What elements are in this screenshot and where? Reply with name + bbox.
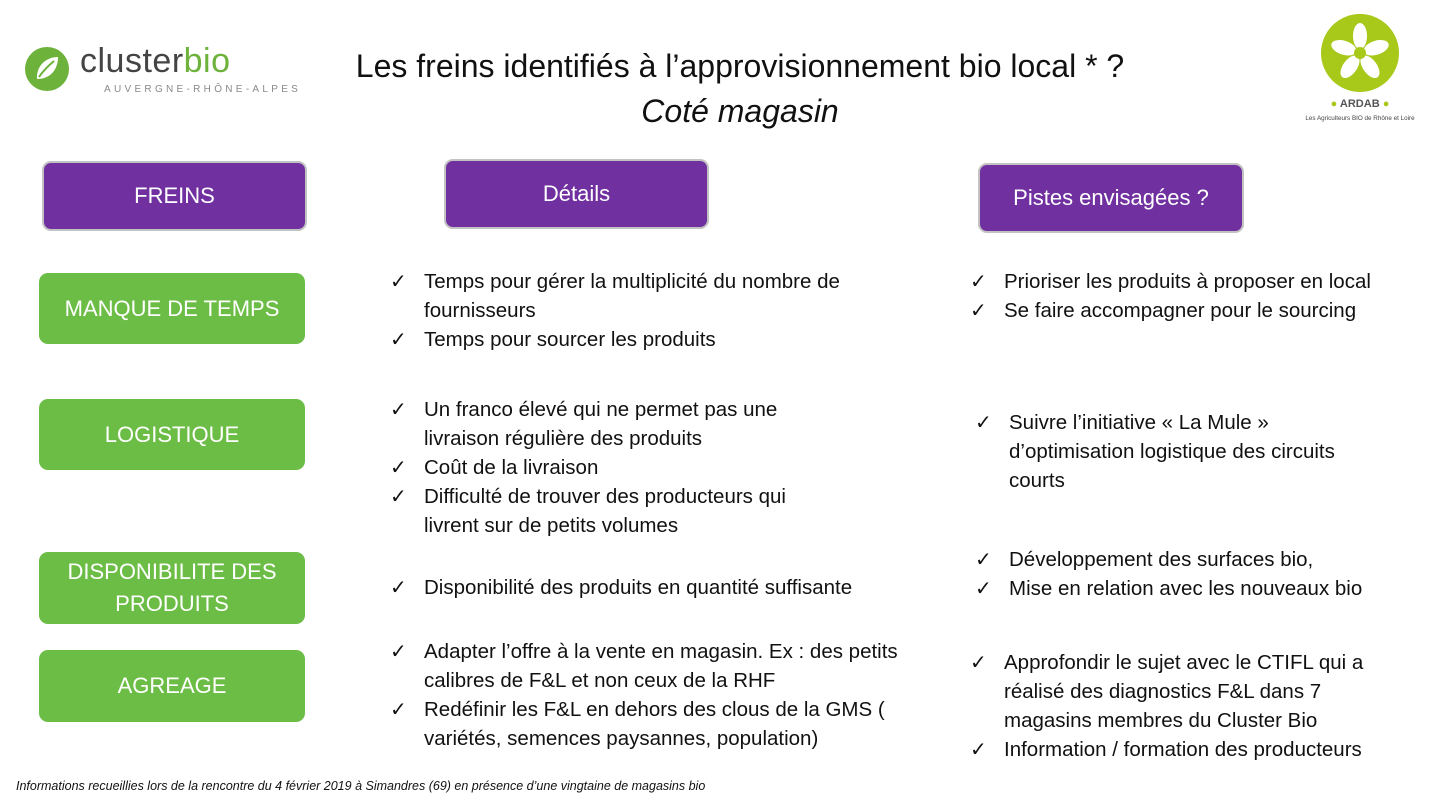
clusterbio-name-part1: cluster [80,42,184,80]
checkmark-icon: ✓ [970,269,987,293]
checkmark-icon: ✓ [390,697,407,721]
list-item: ✓ Disponibilité des produits en quantité suffisante [390,573,910,602]
leaf-icon [24,46,70,92]
pistes-list-manque-de-temps [970,267,1400,325]
checkmark-icon: ✓ [970,650,987,674]
list-item: ✓ Un franco élevé qui ne permet pas une livraison régulière des produits [390,397,778,450]
checkmark-icon: ✓ [390,397,407,421]
frein-agreage: AGREAGE [39,650,305,722]
list-item: ✓ Adapter l’offre à la vente en magasin. Ex : des petits calibres de F&L et non ceux de la RHF [390,639,898,692]
clusterbio-region: AUVERGNE-RHÔNE-ALPES [104,84,302,95]
pistes-list-logistique [975,408,1385,495]
checkmark-icon: ✓ [390,327,407,351]
list-item: ✓ Approfondir le sujet avec le CTIFL qui a réalisé des diagnostics F&L dans 7 magasins membres du Cluster Bio [970,650,1364,732]
frein-logistique: LOGISTIQUE [39,399,305,470]
frein-manque-de-temps: MANQUE DE TEMPS [39,273,305,344]
clusterbio-name-part2: bio [183,42,231,80]
checkmark-icon: ✓ [390,639,407,663]
ardab-name: ARDAB [1339,98,1380,110]
checkmark-icon: ✓ [970,298,987,322]
frein-disponibilite: DISPONIBILITE DES PRODUITS [39,552,305,624]
checkmark-icon: ✓ [390,455,407,479]
details-list-disponibilite [390,573,910,602]
page-title: Les freins identifiés à l’approvisionnement bio local * ? [355,48,1125,84]
list-item: ✓ Temps pour gérer la multiplicité du nombre de fournisseurs [390,269,840,322]
list-item: ✓ Redéfinir les F&L en dehors des clous de la GMS ( variétés, semences paysannes, population) [390,697,885,750]
checkmark-icon: ✓ [390,484,407,508]
checkmark-icon: ✓ [975,547,992,571]
list-item: ✓ Suivre l’initiative « La Mule » d’optimisation logistique des circuits courts [975,410,1335,492]
clusterbio-logo [24,42,302,100]
ardab-tagline: Les Agriculteurs BIO de Rhône et Loire [1305,115,1415,122]
checkmark-icon: ✓ [975,576,992,600]
list-item: ✓ Mise en relation avec les nouveaux bio [975,574,1385,603]
list-item: ✓ Prioriser les produits à proposer en local [970,267,1400,296]
header-freins: FREINS [42,161,307,231]
checkmark-icon: ✓ [970,737,987,761]
checkmark-icon: ✓ [390,575,407,599]
checkmark-icon: ✓ [390,269,407,293]
list-item: ✓ Se faire accompagner pour le sourcing [970,296,1400,325]
header-pistes: Pistes envisagées ? [978,163,1244,233]
pistes-list-agreage [970,648,1380,764]
flower-icon [1321,14,1399,92]
list-item: ✓ Développement des surfaces bio, [975,545,1385,574]
ardab-logo: ● ARDAB ● Les Agriculteurs BIO de Rhône et Loire [1292,14,1428,129]
pistes-list-disponibilite [975,545,1385,603]
footnote: Informations recueillies lors de la rencontre du 4 février 2019 à Simandres (69) en présence d’une vingtaine de magasins bio [16,779,706,793]
list-item: ✓ Temps pour sourcer les produits [390,325,860,354]
details-list-agreage [390,637,900,753]
page-subtitle: Coté magasin [641,93,839,129]
details-list-manque-de-temps [390,267,860,354]
list-item: ✓ Coût de la livraison [390,453,830,482]
checkmark-icon: ✓ [975,410,992,434]
list-item: ✓ Difficulté de trouver des producteurs qui livrent sur de petits volumes [390,484,786,537]
list-item: ✓ Information / formation des producteurs [970,735,1380,764]
header-details: Détails [444,159,709,229]
details-list-logistique [390,395,830,540]
